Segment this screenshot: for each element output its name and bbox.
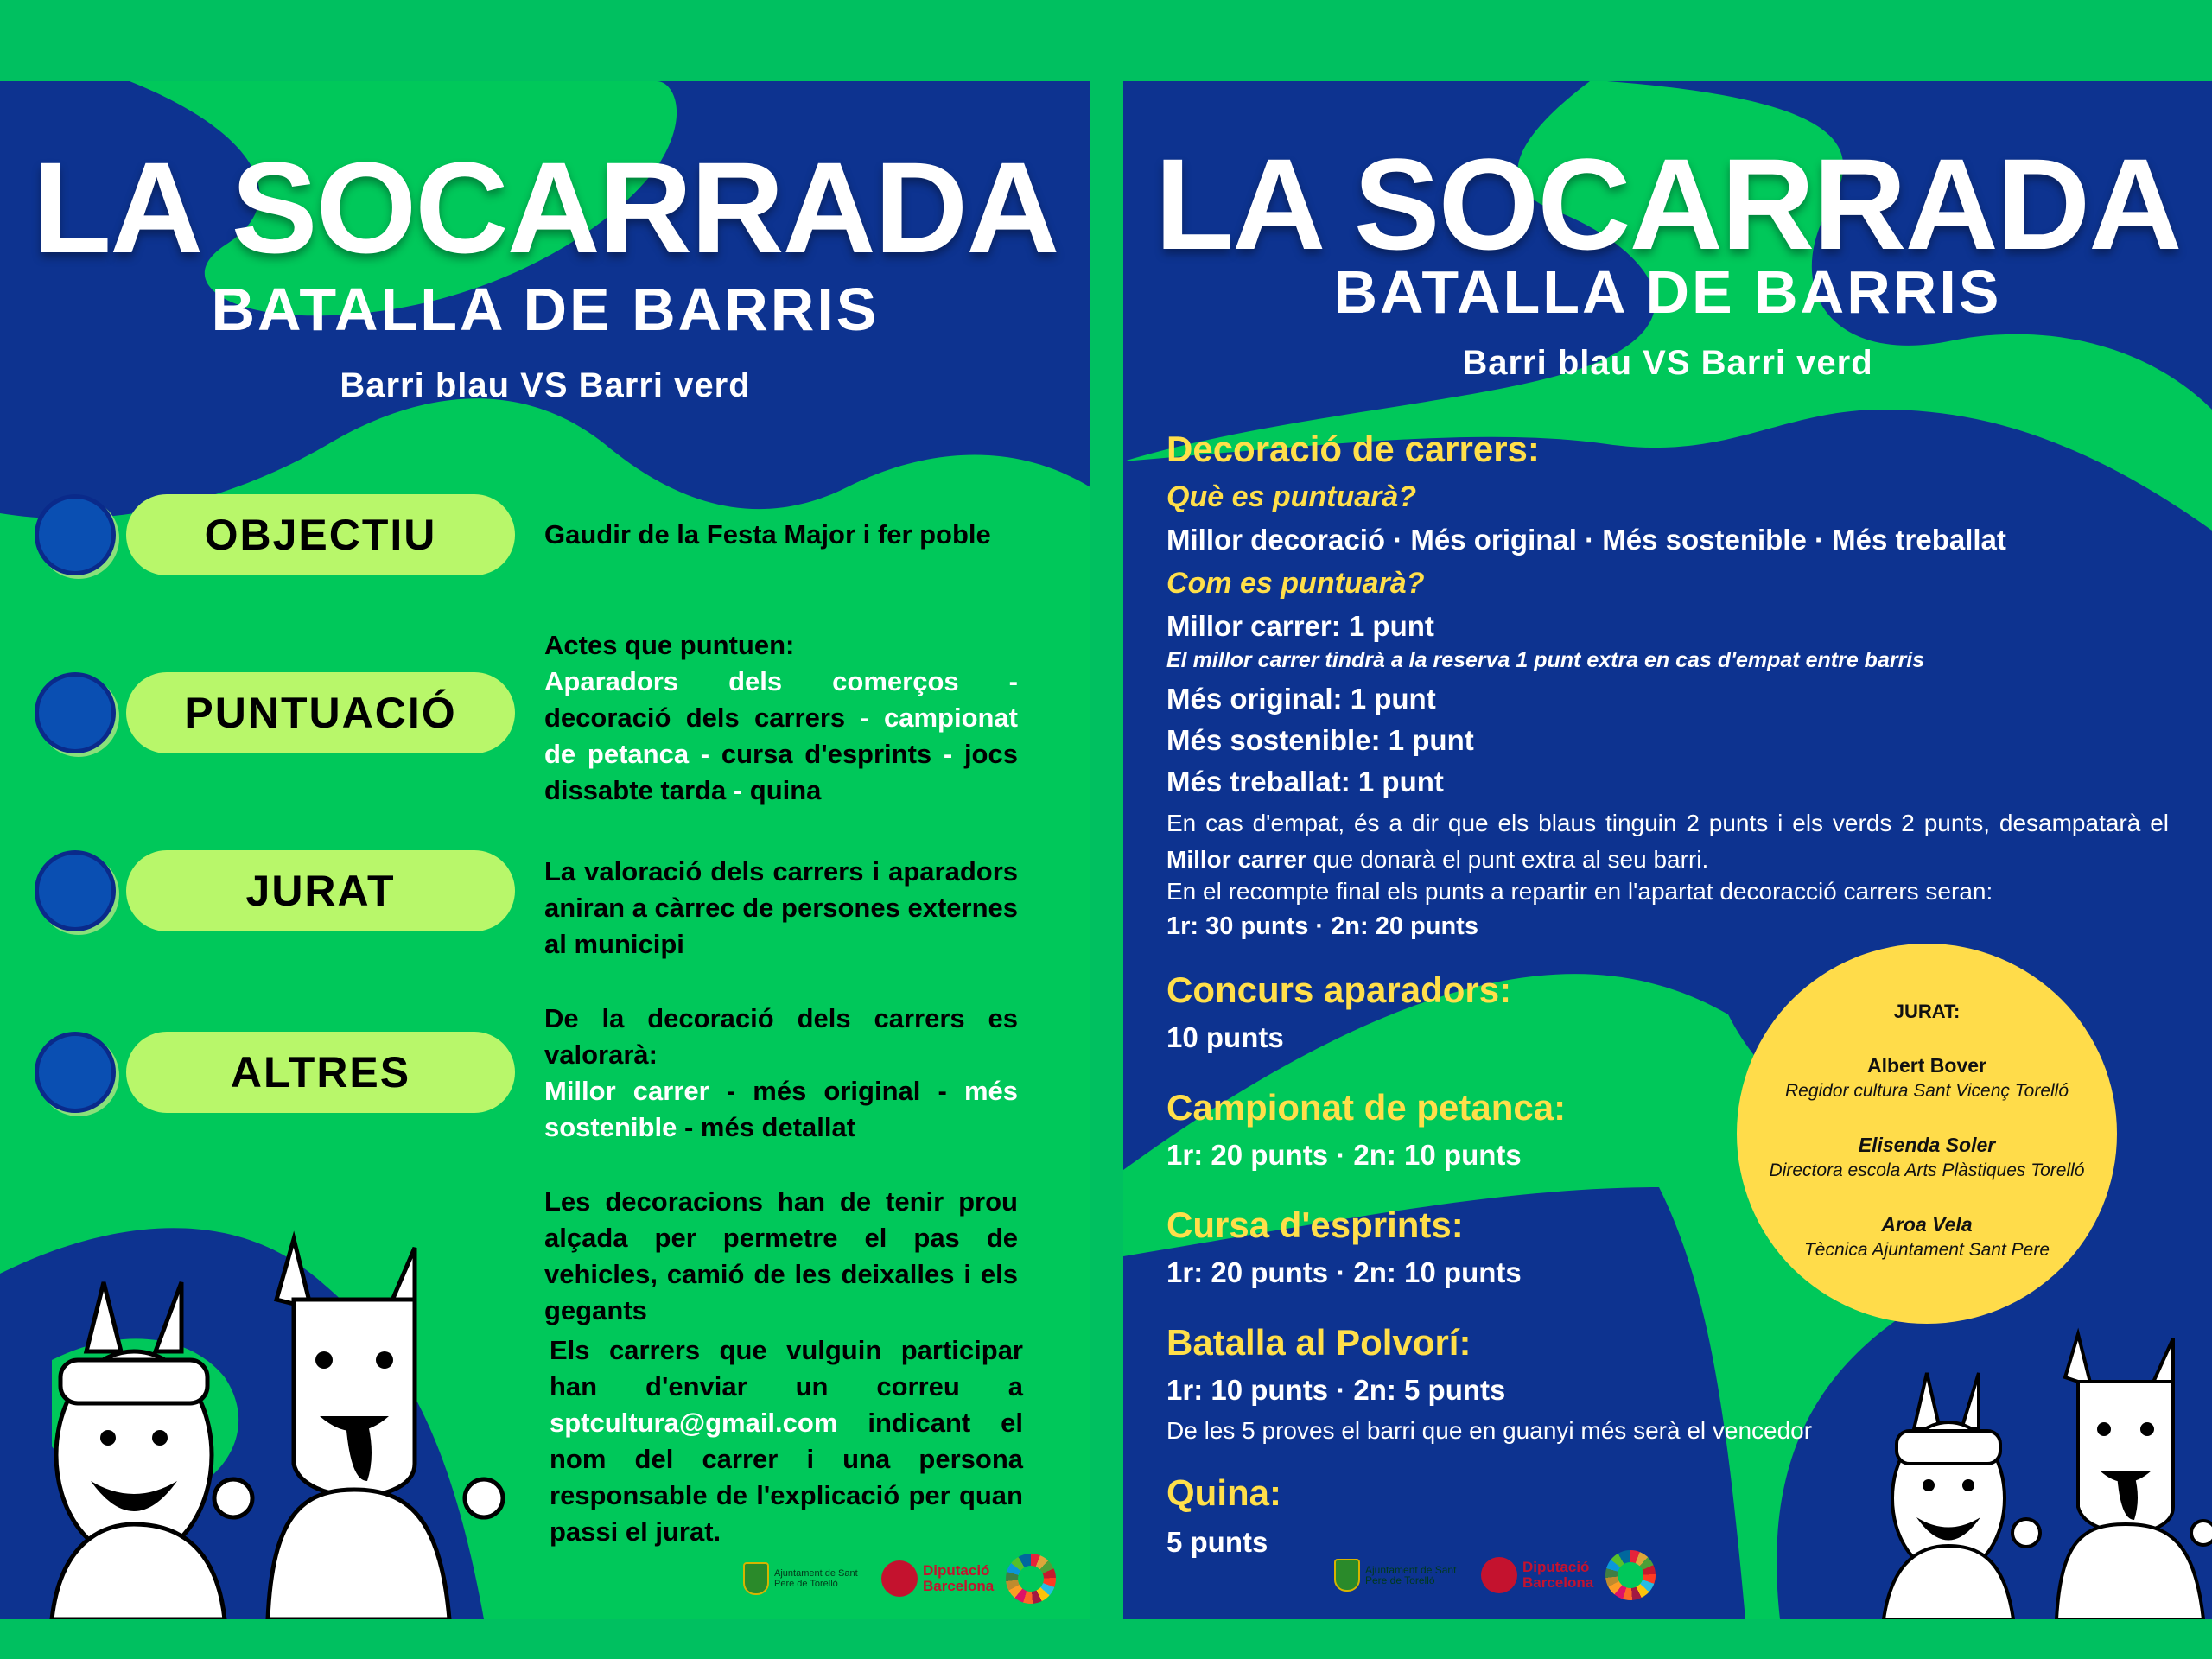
mascots-illustration bbox=[1866, 1325, 2212, 1619]
quina-title: Quina: bbox=[1166, 1472, 1281, 1513]
crit-millor-carrer: Millor carrer bbox=[544, 1076, 709, 1106]
crest-icon bbox=[1334, 1559, 1360, 1592]
act-quina: quina bbox=[749, 775, 822, 805]
objectiu-text: Gaudir de la Festa Major i fer poble bbox=[544, 519, 991, 550]
sdg-wheel-icon bbox=[1605, 1550, 1656, 1600]
crit-sostenible: més sostenible bbox=[544, 1076, 1018, 1142]
crit-original: més original bbox=[753, 1076, 921, 1106]
diputacio-line1: Diputació bbox=[923, 1562, 990, 1579]
crit-detallat: més detallat bbox=[700, 1112, 856, 1142]
ajuntament-logo bbox=[1334, 1559, 1469, 1592]
ajuntament-name: Ajuntament de Sant Pere de Torelló bbox=[1365, 1564, 1457, 1586]
points-treballat: Més treballat: 1 punt bbox=[1166, 766, 1444, 798]
diputacio-logo bbox=[881, 1560, 994, 1597]
act-esprints: cursa d'esprints bbox=[721, 739, 932, 769]
final-count-note: En el recompte final els punts a repartir en l'apartat decoracció carrers seran: bbox=[1166, 878, 1993, 905]
act-jocs: jocs dissabte tarda bbox=[544, 739, 1018, 805]
act-petanca: campionat de petanca bbox=[544, 702, 1018, 769]
puntuacio-heading: Actes que puntuen: bbox=[544, 630, 795, 660]
label-altres: ALTRES bbox=[126, 1032, 515, 1113]
aparadors-points: 10 punts bbox=[1166, 1021, 1284, 1053]
puntuacio-text bbox=[544, 627, 1018, 809]
poster-subtitle: BATALLA DE BARRIS bbox=[1333, 258, 2002, 326]
diputacio-line2: Barcelona bbox=[923, 1578, 995, 1594]
altres-heading: De la decoració dels carrers es valorarà: bbox=[544, 1003, 1018, 1070]
tie-text-a: En cas d'empat, és a dir que els blaus tinguin 2 punts i els verds 2 punts, desampatarà el bbox=[1166, 810, 2169, 836]
separator: - bbox=[845, 702, 884, 733]
poster-subtitle: BATALLA DE BARRIS bbox=[211, 276, 880, 343]
alcada-paragraph: Les decoracions han de tenir prou alçada per permetre el pas de vehicles, camió de les deixalles i els gegants bbox=[544, 1186, 1018, 1325]
label-jurat: JURAT bbox=[126, 850, 515, 931]
label-objectiu: OBJECTIU bbox=[126, 494, 515, 575]
separator: - bbox=[689, 739, 721, 769]
question-what: Què es puntuarà? bbox=[1166, 480, 1417, 513]
points-sostenible: Més sostenible: 1 punt bbox=[1166, 724, 1474, 756]
poster-title: LA SOCARRADA bbox=[1154, 131, 2181, 276]
bullet-circle bbox=[35, 672, 116, 753]
diputacio-line1: Diputació bbox=[1522, 1559, 1590, 1575]
jury-circle bbox=[1737, 944, 2117, 1324]
points-millor-carrer-note: El millor carrer tindrà a la reserva 1 punt extra en cas d'empat entre barris bbox=[1166, 648, 1925, 672]
diputacio-icon bbox=[1481, 1557, 1517, 1593]
jury-member-name: Albert Bover bbox=[1866, 1054, 1987, 1077]
altres-text bbox=[544, 1001, 1018, 1146]
act-aparadors: Aparadors dels comerços bbox=[544, 666, 959, 696]
polvori-title: Batalla al Polvorí: bbox=[1166, 1322, 1471, 1363]
diputacio-logo bbox=[1481, 1557, 1593, 1593]
polvori-points: 1r: 10 punts · 2n: 5 punts bbox=[1166, 1374, 1506, 1406]
quina-points: 5 punts bbox=[1166, 1526, 1268, 1558]
final-points: 1r: 30 punts · 2n: 20 punts bbox=[1166, 912, 1478, 940]
jury-member-name: Elisenda Soler bbox=[1858, 1134, 1996, 1156]
points-millor-carrer: Millor carrer: 1 punt bbox=[1166, 610, 1434, 642]
jurat-text: La valoració dels carrers i aparadors aniran a càrrec de persones externes al municipi bbox=[544, 856, 1018, 959]
jury-member-name: Aroa Vela bbox=[1881, 1213, 1973, 1236]
participar-text-a: Els carrers que vulguin participar han d'enviar un correu a bbox=[550, 1335, 1023, 1402]
poster-versus: Barri blau VS Barri verd bbox=[340, 366, 751, 404]
question-how: Com es puntuarà? bbox=[1166, 567, 1425, 600]
mascots-illustration bbox=[26, 1230, 510, 1619]
bullet-circle bbox=[35, 494, 116, 575]
winner-note: De les 5 proves el barri que en guanyi més serà el vencedor bbox=[1166, 1417, 1813, 1444]
separator: - bbox=[726, 775, 750, 805]
jury-member-role: Directora escola Arts Plàstiques Torelló bbox=[1769, 1160, 2085, 1180]
crest-icon bbox=[743, 1562, 769, 1595]
jury-title: JURAT: bbox=[1893, 1001, 1961, 1022]
bullet-circle bbox=[35, 1032, 116, 1113]
sponsor-logos bbox=[1334, 1550, 1656, 1600]
esprints-title: Cursa d'esprints: bbox=[1166, 1205, 1464, 1245]
separator: - bbox=[931, 739, 964, 769]
poster-title: LA SOCARRADA bbox=[32, 135, 1058, 280]
left-poster bbox=[0, 81, 1090, 1619]
tie-paragraph bbox=[1166, 805, 2169, 878]
diputacio-icon bbox=[881, 1560, 918, 1597]
right-poster bbox=[1123, 81, 2212, 1619]
points-original: Més original: 1 punt bbox=[1166, 683, 1436, 715]
label-puntuacio: PUNTUACIÓ bbox=[126, 672, 515, 753]
ajuntament-logo bbox=[743, 1562, 869, 1595]
email-link[interactable]: sptcultura@gmail.com bbox=[550, 1408, 838, 1438]
act-decoracio: decoració dels carrers bbox=[544, 702, 846, 733]
sdg-wheel-icon bbox=[1006, 1554, 1056, 1604]
participar-paragraph bbox=[550, 1332, 1023, 1550]
participar-text-b: indicant el nom del carrer i una persona responsable de l'explicació per quan passi el jurat. bbox=[550, 1408, 1023, 1547]
ajuntament-name: Ajuntament de Sant Pere de Torelló bbox=[774, 1568, 858, 1589]
diputacio-line2: Barcelona bbox=[1522, 1574, 1594, 1591]
esprints-points: 1r: 20 punts · 2n: 10 punts bbox=[1166, 1256, 1522, 1288]
petanca-title: Campionat de petanca: bbox=[1166, 1087, 1567, 1128]
decoracio-title: Decoració de carrers: bbox=[1166, 429, 1540, 469]
altres-list: Millor carrer - més original - més sostenible - més detallat bbox=[544, 1076, 1018, 1142]
tie-text-b: que donarà el punt extra al seu barri. bbox=[1313, 846, 1709, 873]
bullet-circle bbox=[35, 850, 116, 931]
aparadors-title: Concurs aparadors: bbox=[1166, 969, 1512, 1010]
poster-versus: Barri blau VS Barri verd bbox=[1462, 344, 1873, 382]
puntuacio-list bbox=[544, 664, 1018, 809]
separator: - bbox=[958, 666, 1019, 696]
petanca-points: 1r: 20 punts · 2n: 10 punts bbox=[1166, 1139, 1522, 1171]
criteria-list: Millor decoració · Més original · Més sostenible · Més treballat bbox=[1166, 524, 2006, 556]
sponsor-logos bbox=[743, 1554, 1056, 1604]
jury-member-role: Regidor cultura Sant Vicenç Torelló bbox=[1784, 1081, 2069, 1101]
jury-member-role: Tècnica Ajuntament Sant Pere bbox=[1803, 1240, 2050, 1260]
tie-text-bold: Millor carrer bbox=[1166, 846, 1306, 873]
